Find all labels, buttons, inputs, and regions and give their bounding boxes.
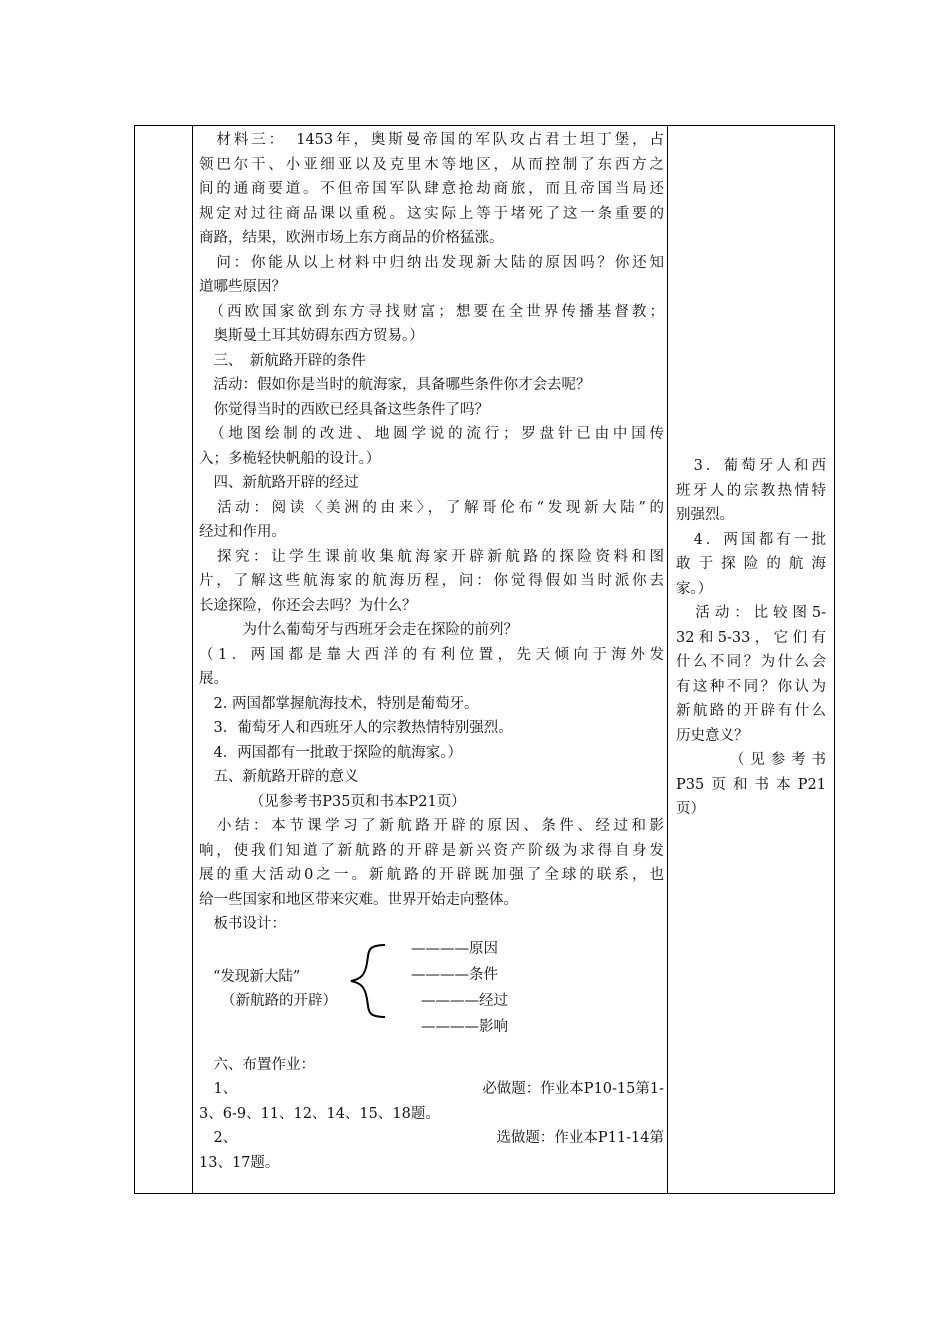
summary-line: 给一些国家和地区带来灾难。世界开始走向整体。 — [199, 891, 518, 908]
material3-line: 规定对过往商品课以重税。这实际上等于堵死了这一条重要的 — [199, 205, 664, 222]
homework-1-text: 必做题：作业本P10-15第1- — [482, 1081, 664, 1097]
side-note-line: 什么不同？为什么会 — [676, 654, 826, 670]
homework-2-text: 选做题：作业本P11-14第 — [496, 1130, 664, 1146]
column-divider-2 — [667, 126, 668, 1193]
summary-line: 响，使我们知道了新航路的开辟是新兴资产阶级为求得自身发 — [199, 842, 664, 859]
side-note-line: 3．葡萄牙人和西 — [676, 458, 826, 474]
main-content-cell — [199, 128, 664, 1175]
homework-2-number: 2、 — [199, 1130, 238, 1146]
explore-line: 长途探险，你还会去吗？为什么？ — [199, 597, 417, 614]
side-note-line: 页） — [676, 801, 705, 817]
material3-line: 商路，结果，欧洲市场上东方商品的价格猛涨。 — [199, 230, 504, 246]
homework-1 — [199, 1077, 664, 1102]
reference-note: （见参考书P35页和书本P21页） — [199, 793, 466, 810]
reason-line: 3．葡萄牙人和西班牙人的宗教热情特别强烈。 — [199, 720, 513, 736]
reason-line: 4．两国都有一批敢于探险的航海家。） — [199, 744, 462, 761]
activity1-line: 你觉得当时的西欧已经具备这些条件了吗？ — [199, 401, 489, 418]
reason-line: （1．两国都是靠大西洋的有利位置，先天倾向于海外发 — [199, 646, 664, 663]
answer2-line: （地图绘制的改进、地圆学说的流行；罗盘针已由中国传 — [199, 426, 664, 442]
activity2-line: 活动：阅读〈美洲的由来〉，了解哥伦布“发现新大陆”的 — [199, 499, 664, 516]
curly-brace-icon — [337, 941, 397, 1021]
side-note-line: 新航路的开辟有什么 — [676, 703, 826, 719]
side-note-line: 家。） — [676, 580, 713, 597]
homework-1-continuation: 3、6-9、11、12、14、15、18题。 — [199, 1105, 440, 1122]
side-note-line: 活动：比较图5- — [676, 605, 826, 621]
reason-line: 2. 两国都掌握航海技术，特别是葡萄牙。 — [199, 695, 479, 712]
homework-1-number: 1、 — [199, 1081, 238, 1097]
side-note-line: 敢于探险的航海 — [676, 556, 826, 572]
section3-title: 三、 新航路开辟的条件 — [199, 352, 366, 369]
board-topic: “发现新大陆” — [213, 968, 301, 985]
answer2-line: 入；多桅轻快帆船的设计。） — [199, 450, 381, 467]
board-design-diagram — [199, 937, 664, 1041]
summary-line: 小结：本节课学习了新航路开辟的原因、条件、经过和影 — [199, 818, 664, 834]
side-note-line: 历史意义？ — [676, 727, 749, 744]
side-note-line: P35页和书本P21 — [676, 776, 826, 793]
reason-line: 展。 — [199, 671, 228, 687]
material3-line: 材料三： 1453年，奥斯曼帝国的军队攻占君士坦丁堡，占 — [199, 132, 664, 148]
explore-line: 探究：让学生课前收集航海家开辟新航路的探险资料和图 — [199, 548, 664, 565]
lesson-table — [134, 125, 835, 1194]
board-item-process: ————经过 — [421, 992, 508, 1009]
board-item-cause: ————原因 — [411, 940, 498, 957]
column-divider-1 — [192, 126, 193, 1193]
explore-line: 片，了解这些航海家的航海历程，问：你觉得假如当时派你去 — [199, 573, 664, 589]
section5-title: 五、新航路开辟的意义 — [199, 769, 359, 785]
board-item-condition: ————条件 — [411, 966, 498, 983]
question2: 为什么葡萄牙与西班牙会走在探险的前列？ — [199, 622, 518, 638]
material3-line: 间的通商要道。不但帝国军队肆意抢劫商旅，而且帝国当局还 — [199, 181, 664, 197]
homework-2-continuation: 13、17题。 — [199, 1154, 280, 1171]
question1-line: 问：你能从以上材料中归纳出发现新大陆的原因吗？你还知 — [199, 254, 664, 271]
side-note-line: 别强烈。 — [676, 507, 734, 523]
board-subtopic: （新航路的开辟） — [221, 992, 337, 1009]
side-notes-cell — [676, 454, 826, 822]
activity1-line: 活动：假如你是当时的航海家，具备哪些条件你才会去呢？ — [199, 377, 591, 393]
side-note-line: 班牙人的宗教热情特 — [676, 482, 826, 499]
board-design-title: 板书设计： — [199, 916, 286, 932]
activity2-line: 经过和作用。 — [199, 524, 286, 540]
homework-2 — [199, 1126, 664, 1151]
side-note-line: 有这种不同？你认为 — [676, 678, 826, 695]
question1-line: 道哪些原因？ — [199, 279, 286, 295]
answer1-line: （西欧国家欲到东方寻找财富；想要在全世界传播基督教； — [199, 303, 664, 320]
section4-title: 四、新航路开辟的经过 — [199, 475, 359, 491]
side-note-line: 4．两国都有一批 — [676, 531, 826, 548]
answer1-line: 奥斯曼土耳其妨碍东西方贸易。） — [199, 328, 424, 344]
summary-line: 展的重大活动0之一。新航路的开辟既加强了全球的联系，也 — [199, 867, 664, 883]
board-item-impact: ————影响 — [421, 1018, 508, 1035]
section6-title: 六、布置作业： — [199, 1056, 315, 1073]
side-note-line: （见参考书 — [676, 752, 826, 768]
side-note-line: 32和5-33，它们有 — [676, 629, 826, 646]
material3-line: 领巴尔干、小亚细亚以及克里木等地区，从而控制了东西方之 — [199, 156, 664, 173]
